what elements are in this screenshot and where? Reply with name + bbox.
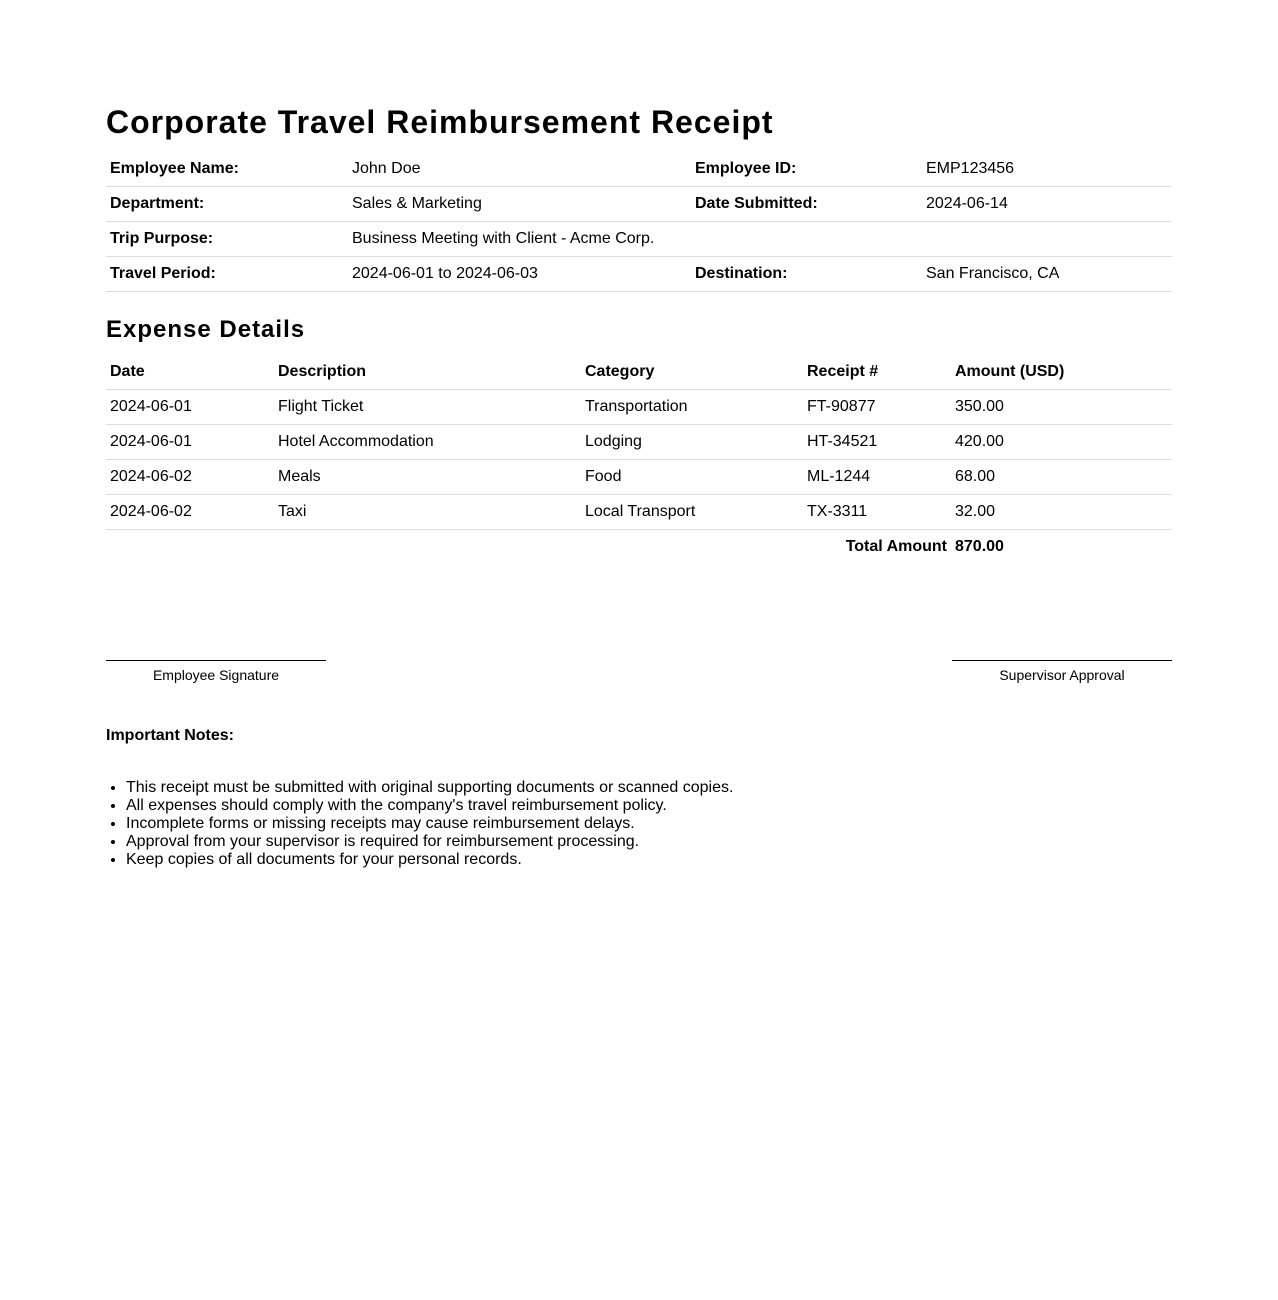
important-notes-title: Important Notes: [106,727,234,744]
list-item: • Approval from your supervisor is required for reimbursement processing. [126,833,1172,851]
expense-date: 2024-06-02 [106,460,274,495]
receipt-document [106,102,1172,869]
column-header-category: Category [581,355,803,390]
table-row [106,425,1172,460]
expense-category: Transportation [581,390,803,425]
department-value: Sales & Marketing [348,187,691,222]
expense-amount: 32.00 [951,495,1172,530]
table-row [106,460,1172,495]
list-item: • Incomplete forms or missing receipts may cause reimbursement delays. [126,815,1172,833]
expense-table [106,355,1172,564]
column-header-receipt: Receipt # [803,355,951,390]
document-title: Corporate Travel Reimbursement Receipt [106,104,774,140]
travel-period-value: 2024-06-01 to 2024-06-03 [348,257,691,292]
expense-receipt: ML-1244 [803,460,951,495]
department-label: Department: [106,187,348,222]
expense-category: Lodging [581,425,803,460]
expense-receipt: HT-34521 [803,425,951,460]
column-header-description: Description [274,355,581,390]
expense-date: 2024-06-01 [106,425,274,460]
expense-date: 2024-06-02 [106,495,274,530]
important-notes-list [106,779,1172,869]
info-row [106,257,1172,292]
supervisor-approval-line: Supervisor Approval [952,660,1172,683]
expense-description: Meals [274,460,581,495]
expense-amount: 420.00 [951,425,1172,460]
expense-description: Hotel Accommodation [274,425,581,460]
employee-signature-line: Employee Signature [106,660,326,683]
list-item: • All expenses should comply with the company's travel reimbursement policy. [126,797,1172,815]
expense-header-row [106,355,1172,390]
destination-label: Destination: [691,257,922,292]
expense-receipt: FT-90877 [803,390,951,425]
total-amount-label: Total Amount [845,538,947,555]
expense-description: Taxi [274,495,581,530]
list-item: • Keep copies of all documents for your personal records. [126,851,1172,869]
travel-period-label: Travel Period: [106,257,348,292]
employee-info-table [106,152,1172,292]
info-row [106,152,1172,187]
expense-amount: 68.00 [951,460,1172,495]
info-row [106,187,1172,222]
employee-name-label: Employee Name: [106,152,348,187]
expense-date: 2024-06-01 [106,390,274,425]
signature-section [106,660,1172,700]
date-submitted-value: 2024-06-14 [922,187,1172,222]
destination-value: San Francisco, CA [922,257,1172,292]
expense-receipt: TX-3311 [803,495,951,530]
column-header-amount: Amount (USD) [951,355,1172,390]
employee-id-value: EMP123456 [922,152,1172,187]
trip-purpose-value: Business Meeting with Client - Acme Corp. [348,222,1172,257]
expense-amount: 350.00 [951,390,1172,425]
total-row [106,530,1172,565]
total-amount-value: 870.00 [955,538,1004,555]
employee-name-value: John Doe [348,152,691,187]
table-row [106,495,1172,530]
expense-category: Food [581,460,803,495]
column-header-date: Date [106,355,274,390]
info-row [106,222,1172,257]
trip-purpose-label: Trip Purpose: [106,222,348,257]
expense-category: Local Transport [581,495,803,530]
expense-description: Flight Ticket [274,390,581,425]
date-submitted-label: Date Submitted: [691,187,922,222]
employee-id-label: Employee ID: [691,152,922,187]
list-item: • This receipt must be submitted with original supporting documents or scanned copies. [126,779,1172,797]
table-row [106,390,1172,425]
expense-details-title: Expense Details [106,316,306,343]
